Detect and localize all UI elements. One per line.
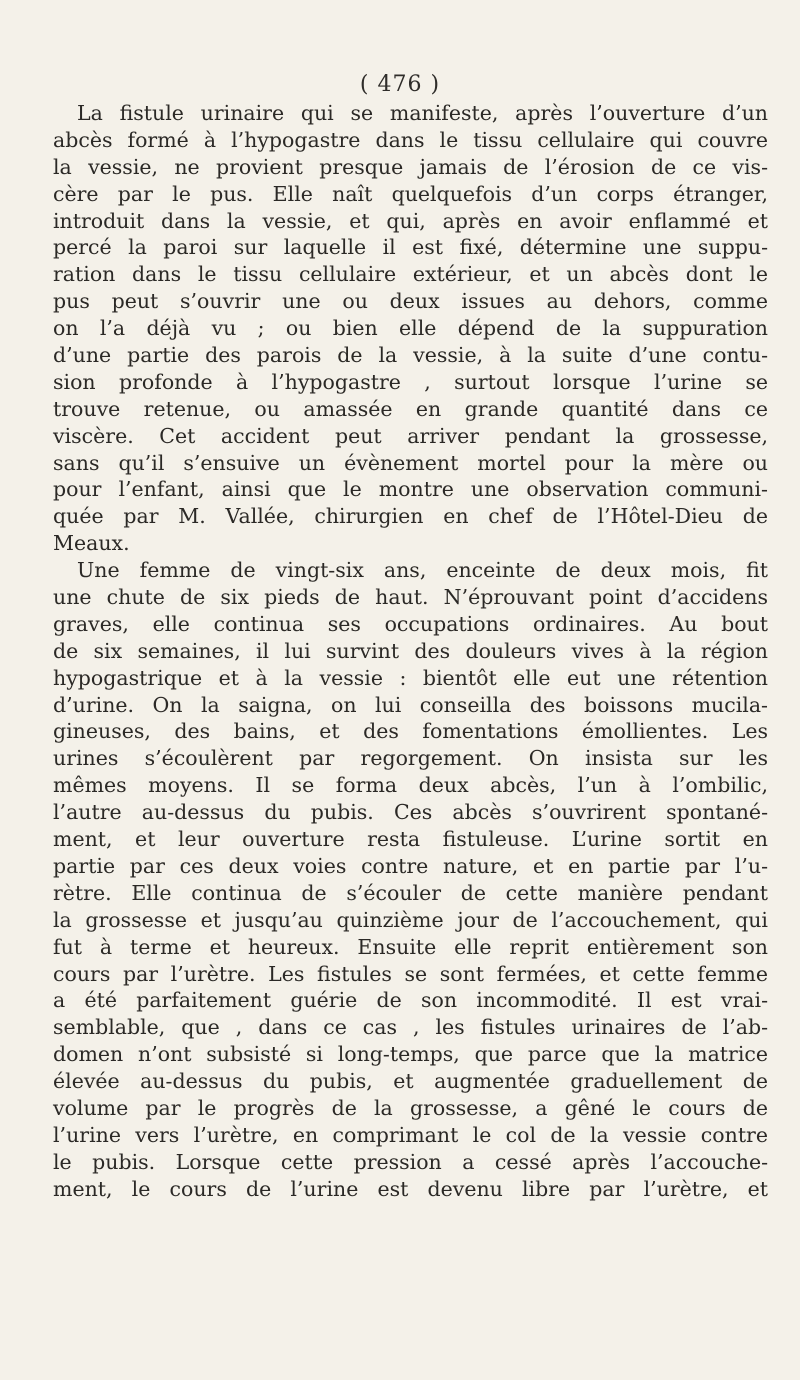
text-line: l’autre au-dessus du pubis. Ces abcès s’ouvrirent spontané-: [53, 800, 768, 825]
paragraph-observation-vallee: [53, 557, 768, 1202]
paragraph-fistule-urinaire: [53, 100, 768, 557]
text-line: fut à terme et heureux. Ensuite elle reprit entièrement son: [53, 934, 768, 959]
text-line: l’urine vers l’urètre, en comprimant le col de la vessie contre: [53, 1122, 768, 1147]
text-line: graves, elle continua ses occupations ordinaires. Au bout: [53, 611, 768, 636]
text-line: trouve retenue, ou amassée en grande quantité dans ce: [53, 396, 768, 421]
body-text: [53, 100, 768, 1203]
text-line: sion profonde à l’hypogastre , surtout lorsque l’urine se: [53, 369, 768, 394]
text-line: ment, le cours de l’urine est devenu libre par l’urètre, et: [53, 1176, 768, 1201]
text-line: gineuses, des bains, et des fomentations émollientes. Les: [53, 719, 768, 744]
text-line: a été parfaitement guérie de son incommodité. Il est vrai-: [53, 988, 768, 1013]
text-line: le pubis. Lorsque cette pression a cessé après l’accouche-: [53, 1149, 768, 1174]
text-line: partie par ces deux voies contre nature, et en partie par l’u-: [53, 853, 768, 878]
text-line: abcès formé à l’hypogastre dans le tissu cellulaire qui couvre: [53, 127, 768, 152]
text-line: Meaux.: [53, 531, 130, 556]
text-line: hypogastrique et à la vessie : bientôt elle eut une rétention: [53, 665, 768, 690]
text-line: d’une partie des parois de la vessie, à la suite d’une contu-: [53, 343, 768, 368]
text-line: urines s’écoulèrent par regorgement. On insista sur les: [53, 746, 768, 771]
text-line: la grossesse et jusqu’au quinzième jour de l’accouchement, qui: [53, 907, 768, 932]
text-line: cours par l’urètre. Les fistules se sont fermées, et cette femme: [53, 961, 768, 986]
text-line: ration dans le tissu cellulaire extérieur, et un abcès dont le: [53, 262, 768, 287]
text-line: semblable, que , dans ce cas , les fistules urinaires de l’ab-: [53, 1015, 768, 1040]
text-line: quée par M. Vallée, chirurgien en chef de l’Hôtel-Dieu de: [53, 504, 768, 529]
text-line: Une femme de vingt-six ans, enceinte de deux mois, fit: [77, 558, 768, 583]
text-line: on l’a déjà vu ; ou bien elle dépend de la suppuration: [53, 316, 768, 341]
text-line: la vessie, ne provient presque jamais de l’érosion de ce vis-: [53, 154, 768, 179]
page-number: ( 476 ): [359, 72, 441, 97]
text-line: élevée au-dessus du pubis, et augmentée graduellement de: [53, 1069, 768, 1094]
text-line: domen n’ont subsisté si long-temps, que parce que la matrice: [53, 1042, 768, 1067]
text-line: cère par le pus. Elle naît quelquefois d’un corps étranger,: [53, 181, 768, 206]
text-line: volume par le progrès de la grossesse, a gêné le cours de: [53, 1095, 768, 1120]
text-line: d’urine. On la saigna, on lui conseilla des boissons mucila-: [53, 692, 768, 717]
text-line: introduit dans la vessie, et qui, après en avoir enflammé et: [53, 208, 768, 233]
text-line: viscère. Cet accident peut arriver pendant la grossesse,: [53, 423, 768, 448]
text-line: rètre. Elle continua de s’écouler de cette manière pendant: [53, 880, 768, 905]
text-line: percé la paroi sur laquelle il est fixé, détermine une suppu-: [53, 235, 768, 260]
text-line: ment, et leur ouverture resta fistuleuse. L’urine sortit en: [53, 827, 768, 852]
text-line: une chute de six pieds de haut. N’éprouvant point d’accidens: [53, 585, 768, 610]
text-line: sans qu’il s’ensuive un évènement mortel pour la mère ou: [53, 450, 768, 475]
text-line: pus peut s’ouvrir une ou deux issues au dehors, comme: [53, 289, 768, 314]
text-line: de six semaines, il lui survint des douleurs vives à la région: [53, 638, 768, 663]
text-line: pour l’enfant, ainsi que le montre une observation communi-: [53, 477, 768, 502]
text-line: La fistule urinaire qui se manifeste, après l’ouverture d’un: [77, 101, 768, 125]
text-line: mêmes moyens. Il se forma deux abcès, l’un à l’ombilic,: [53, 773, 768, 798]
